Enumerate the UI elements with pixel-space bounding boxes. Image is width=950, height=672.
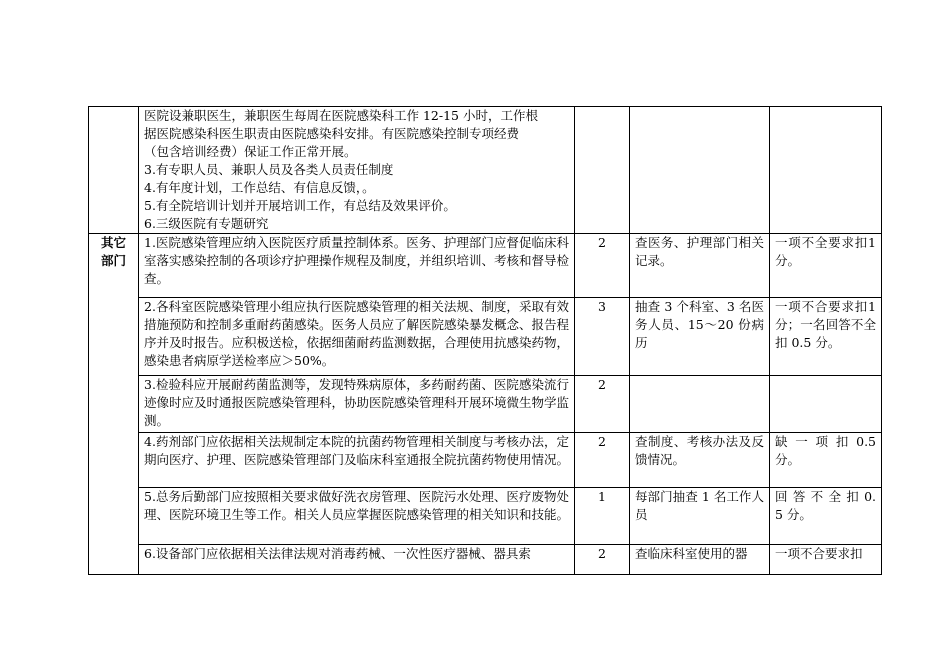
deduction-rule: 一项不合要求扣1 分；一名回答不全扣 0.5 分。 bbox=[770, 298, 882, 376]
deduction-rule: 一项不合要求扣 bbox=[770, 545, 882, 575]
check-method: 查医务、护理部门相关记录。 bbox=[630, 234, 770, 298]
requirement-content bbox=[139, 107, 575, 234]
score-cell-empty bbox=[575, 107, 630, 234]
deduction-rule: 缺 一 项 扣 0.5 分。 bbox=[770, 433, 882, 488]
requirement-content: 2.各科室医院感染管理小组应执行医院感染管理的相关法规、制度，采取有效措施预防和控制多重耐药菌感染。医务人员应了解医院感染暴发概念、报告程序并及时报告。应积极送检，依据细菌耐药监测数据，合理使用抗感染药物，感染患者病原学送检率应＞50%。 bbox=[139, 298, 575, 376]
table-row bbox=[89, 488, 882, 545]
score-value: 1 bbox=[575, 488, 630, 545]
score-value: 3 bbox=[575, 298, 630, 376]
content-line: 3.有专职人员、兼职人员及各类人员责任制度 bbox=[144, 162, 394, 177]
table-row bbox=[89, 234, 882, 298]
table-row bbox=[89, 545, 882, 575]
dept-cell-empty bbox=[89, 107, 139, 234]
requirement-content: 6.设备部门应依据相关法律法规对消毒药械、一次性医疗器械、器具索 bbox=[139, 545, 575, 575]
score-value: 2 bbox=[575, 234, 630, 298]
check-method: 每部门抽查 1 名工作人员 bbox=[630, 488, 770, 545]
score-value: 2 bbox=[575, 433, 630, 488]
check-method: 抽查 3 个科室、3 名医务人员、15～20 份病历 bbox=[630, 298, 770, 376]
deduction-rule: 一项不全要求扣1分。 bbox=[770, 234, 882, 298]
check-method: 查临床科室使用的器 bbox=[630, 545, 770, 575]
table-row-continued bbox=[89, 107, 882, 234]
check-method: 查制度、考核办法及反馈情况。 bbox=[630, 433, 770, 488]
content-line: 5.有全院培训计划并开展培训工作，有总结及效果评价。 bbox=[144, 198, 456, 213]
deduction-rule bbox=[770, 376, 882, 433]
content-line: 据医院感染科医生职责由医院感染科安排。有医院感染控制专项经费 bbox=[144, 126, 520, 141]
requirement-content: 3.检验科应开展耐药菌监测等，发现特殊病原体，多药耐药菌、医院感染流行迹像时应及时通报医院感染管理科，协助医院感染管理科开展环境微生物学监测。 bbox=[139, 376, 575, 433]
table-row bbox=[89, 433, 882, 488]
table-row bbox=[89, 376, 882, 433]
check-method bbox=[630, 376, 770, 433]
requirement-content: 1.医院感染管理应纳入医院医疗质量控制体系。医务、护理部门应督促临床科室落实感染控制的各项诊疗护理操作规程及制度，并组织培训、考核和督导检查。 bbox=[139, 234, 575, 298]
content-line: 6.三级医院有专题研究 bbox=[144, 216, 269, 231]
content-line: 4.有年度计划，工作总结、有信息反馈，。 bbox=[144, 180, 375, 195]
department-label: 其它 部门 bbox=[89, 234, 139, 575]
deduction-cell-empty bbox=[770, 107, 882, 234]
requirement-content: 5.总务后勤部门应按照相关要求做好洗衣房管理、医院污水处理、医疗废物处理、医院环境卫生等工作。相关人员应掌握医院感染管理的相关知识和技能。 bbox=[139, 488, 575, 545]
deduction-rule: 回 答 不 全 扣 0.5 分。 bbox=[770, 488, 882, 545]
content-line: （包含培训经费）保证工作正常开展。 bbox=[144, 144, 357, 159]
content-line: 医院设兼职医生，兼职医生每周在医院感染科工作 12-15 小时，工作根 bbox=[144, 108, 538, 123]
method-cell-empty bbox=[630, 107, 770, 234]
requirement-content: 4.药剂部门应依据相关法规制定本院的抗菌药物管理相关制度与考核办法，定期向医疗、护理、医院感染管理部门及临床科室通报全院抗菌药物使用情况。 bbox=[139, 433, 575, 488]
score-value: 2 bbox=[575, 376, 630, 433]
assessment-table bbox=[88, 106, 882, 575]
table-row bbox=[89, 298, 882, 376]
score-value: 2 bbox=[575, 545, 630, 575]
